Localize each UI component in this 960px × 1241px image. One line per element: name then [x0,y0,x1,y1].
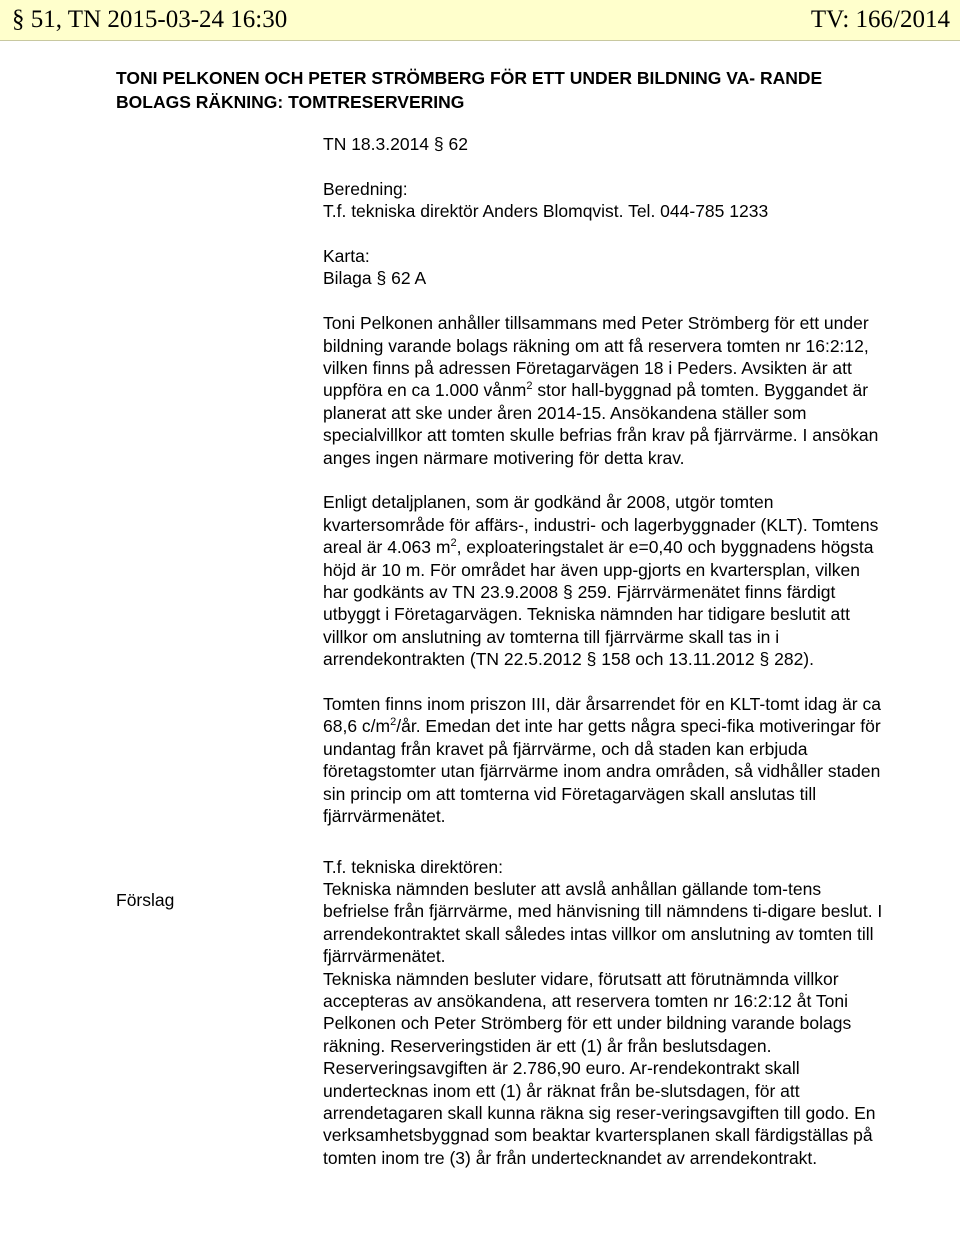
forslag-label: Förslag [116,890,175,910]
karta-text: Bilaga § 62 A [323,268,427,289]
karta-label: Karta: [323,246,370,266]
superscript: 2 [450,537,457,550]
document-title: TONI PELKONEN OCH PETER STRÖMBERG FÖR ETT UNDER BILDNING VA- RANDE BOLAGS RÄKNING: TOMTRESERVERING [116,68,823,112]
section-reference: § 51, TN 2015-03-24 16:30 [12,6,288,33]
beredning-label: Beredning: [323,178,408,199]
paragraph-text: /år. Emedan det inte har getts några speci-fika motiveringar för undantag från kravet på fjärrvärme, och då staden kan erbjuda företagstomter utan fjärrvärme inom andra områden, så vidhåller staden sin princip om att tomterna vid Företagarvägen skall anslutas till fjärrvärmenätet. [323,716,881,827]
paragraph-text: Toni Pelkonen anhåller tillsammans med Peter Strömberg för ett under bildning varande bolags räkning om att få reservera tomten nr 16:2:12, vilken finns på adressen Företagarvägen 18 i Peders. Avsikten är att uppföra en ca 1.000 vånm [323,313,869,401]
case-number: TV: 166/2014 [810,6,950,33]
paragraph-text: Enligt detaljplanen, som är godkänd år 2008, utgör tomten kvartersområde för affärs-, industri- och lagerbyggnader (KLT). Tomtens areal är 4.063 m [323,492,879,558]
document-body [323,133,883,1169]
paragraph-text: , exploateringstalet är e=0,40 och byggnadens högsta höjd är 10 m. För området har även upp-gjorts en kvartersplan, vilken har godkänts av TN 23.9.2008 § 259. Fjärrvärmenätet finns färdigt utbyggt i Företagarvägen. Tekniska nämnden har tidigare beslutit att villkor om anslutning av tomterna till fjärrvärme skall tas in i arrendekontrakten (TN 22.5.2012 § 158 och 13.11.2012 § 282). [323,537,874,670]
paragraph-text: Tomten finns inom priszon III, där årsarrendet för en KLT-tomt idag är ca 68,6 c/m [323,694,881,737]
paragraph-priszon [323,693,883,827]
proposal-text-1: Tekniska nämnden besluter att avslå anhållan gällande tom-tens befrielse från fjärrvärme, med hänvisning till nämndens ti-digare beslut. I arrendekontraktet skall således intas villkor om anslutning av tomten till fjärrvärmenätet. [323,878,883,967]
beredning-text: T.f. tekniska direktör Anders Blomqvist. Tel. 044-785 1233 [323,201,769,222]
paragraph-application [323,312,883,469]
meeting-reference: TN 18.3.2014 § 62 [323,134,468,154]
paragraph-detaljplan [323,491,883,670]
paragraph-text: stor hall-byggnad på tomten. Byggandet är planerat att ske under åren 2014-15. Ansökandena ställer som specialvillkor att tomten skulle befrias från krav på fjärrvärme. I ansökan anges ingen närmare motivering för detta krav. [323,380,879,468]
superscript: 2 [526,380,533,393]
proposal-text-2: Tekniska nämnden besluter vidare, förutsatt att förutnämnda villkor accepteras av ansökandena, att reservera tomten nr 16:2:12 åt Toni Pelkonen och Peter Strömberg för ett under bildning varande bolags räkning. Reserveringstiden är ett (1) år från beslutsdagen. Reserveringsavgiften är 2.786,90 euro. Ar-rendekontrakt skall undertecknas inom ett (1) år räknat från be-slutsdagen, för att arrendetagaren skall kunna räkna sig reser-veringsavgiften till godo. En verksamhetsbyggnad som beaktar kvartersplanen skall färdigställas på tomten inom tre (3) år från undertecknandet av arrendekontrakt. [323,968,876,1168]
page-header [0,0,960,41]
superscript: 2 [390,716,397,729]
proposer: T.f. tekniska direktören: [323,856,503,877]
